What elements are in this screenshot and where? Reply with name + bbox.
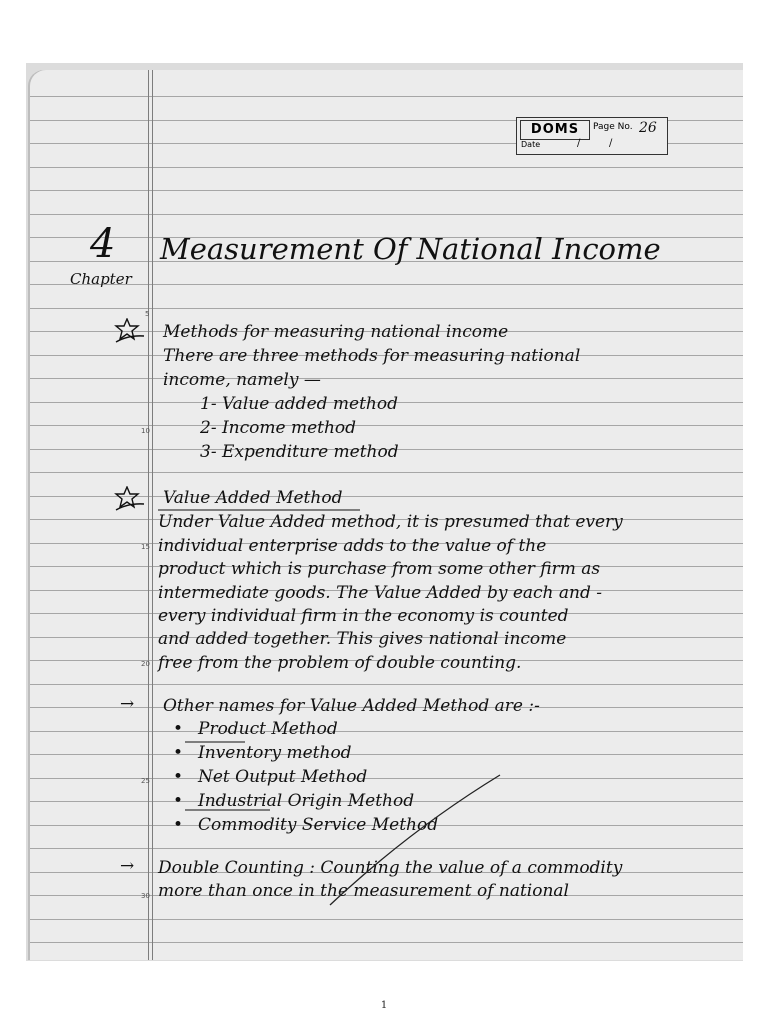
brand-logo: DOMS xyxy=(520,120,590,140)
pen-strokes xyxy=(30,70,743,960)
chapter-label: Chapter xyxy=(70,270,132,288)
paragraph-line: product which is purchase from some other firm as xyxy=(158,559,601,579)
paragraph-line: intermediate goods. The Value Added by each and - xyxy=(158,583,603,603)
chapter-title: Measurement Of National Income xyxy=(160,232,661,266)
methods-heading: Methods for measuring national income xyxy=(163,322,509,342)
bullet-icon: • xyxy=(173,791,184,811)
other-names-heading: Other names for Value Added Method are :- xyxy=(163,696,540,716)
method-item: 3- Expenditure method xyxy=(200,442,399,462)
paragraph-line: free from the problem of double counting. xyxy=(158,653,522,673)
page-number: 1 xyxy=(380,1000,388,1011)
page-no-value: 26 xyxy=(639,120,657,136)
line-number: 25 xyxy=(141,777,150,785)
other-name-item: Product Method xyxy=(198,719,338,739)
bullet-icon: • xyxy=(173,743,184,763)
bullet-icon: • xyxy=(173,719,184,739)
arrow-icon: → xyxy=(120,856,135,876)
value-added-heading: Value Added Method xyxy=(163,488,343,508)
paragraph-line: individual enterprise adds to the value of the xyxy=(158,536,547,556)
method-item: 1- Value added method xyxy=(200,394,398,414)
methods-line-1: There are three methods for measuring national xyxy=(163,346,581,366)
method-item: 2- Income method xyxy=(200,418,357,438)
line-number: 10 xyxy=(141,427,150,435)
other-name-item: Net Output Method xyxy=(198,767,368,787)
methods-line-2: income, namely — xyxy=(163,370,321,390)
line-number: 30 xyxy=(141,892,150,900)
bullet-icon: • xyxy=(173,767,184,787)
date-slash-2: / xyxy=(609,138,613,149)
notebook-page xyxy=(30,70,743,960)
other-name-item: Inventory method xyxy=(198,743,352,763)
paragraph-line: Under Value Added method, it is presumed that every xyxy=(158,512,623,532)
double-counting-line-1: Double Counting : Counting the value of a commodity xyxy=(158,858,623,878)
date-slash-1: / xyxy=(577,138,581,149)
date-label: Date xyxy=(521,140,541,149)
paragraph-line: and added together. This gives national income xyxy=(158,629,567,649)
page-no-label: Page No. xyxy=(593,122,633,132)
line-number: 15 xyxy=(141,543,150,551)
double-counting-line-2: more than once in the measurement of national xyxy=(158,881,569,901)
other-name-item: Industrial Origin Method xyxy=(198,791,415,811)
chapter-number: 4 xyxy=(90,221,116,267)
paragraph-line: every individual firm in the economy is counted xyxy=(158,606,569,626)
other-name-item: Commodity Service Method xyxy=(198,815,439,835)
bullet-icon: • xyxy=(173,815,184,835)
arrow-icon: → xyxy=(120,694,135,714)
line-number: 5 xyxy=(145,310,150,318)
line-number: 20 xyxy=(141,660,150,668)
